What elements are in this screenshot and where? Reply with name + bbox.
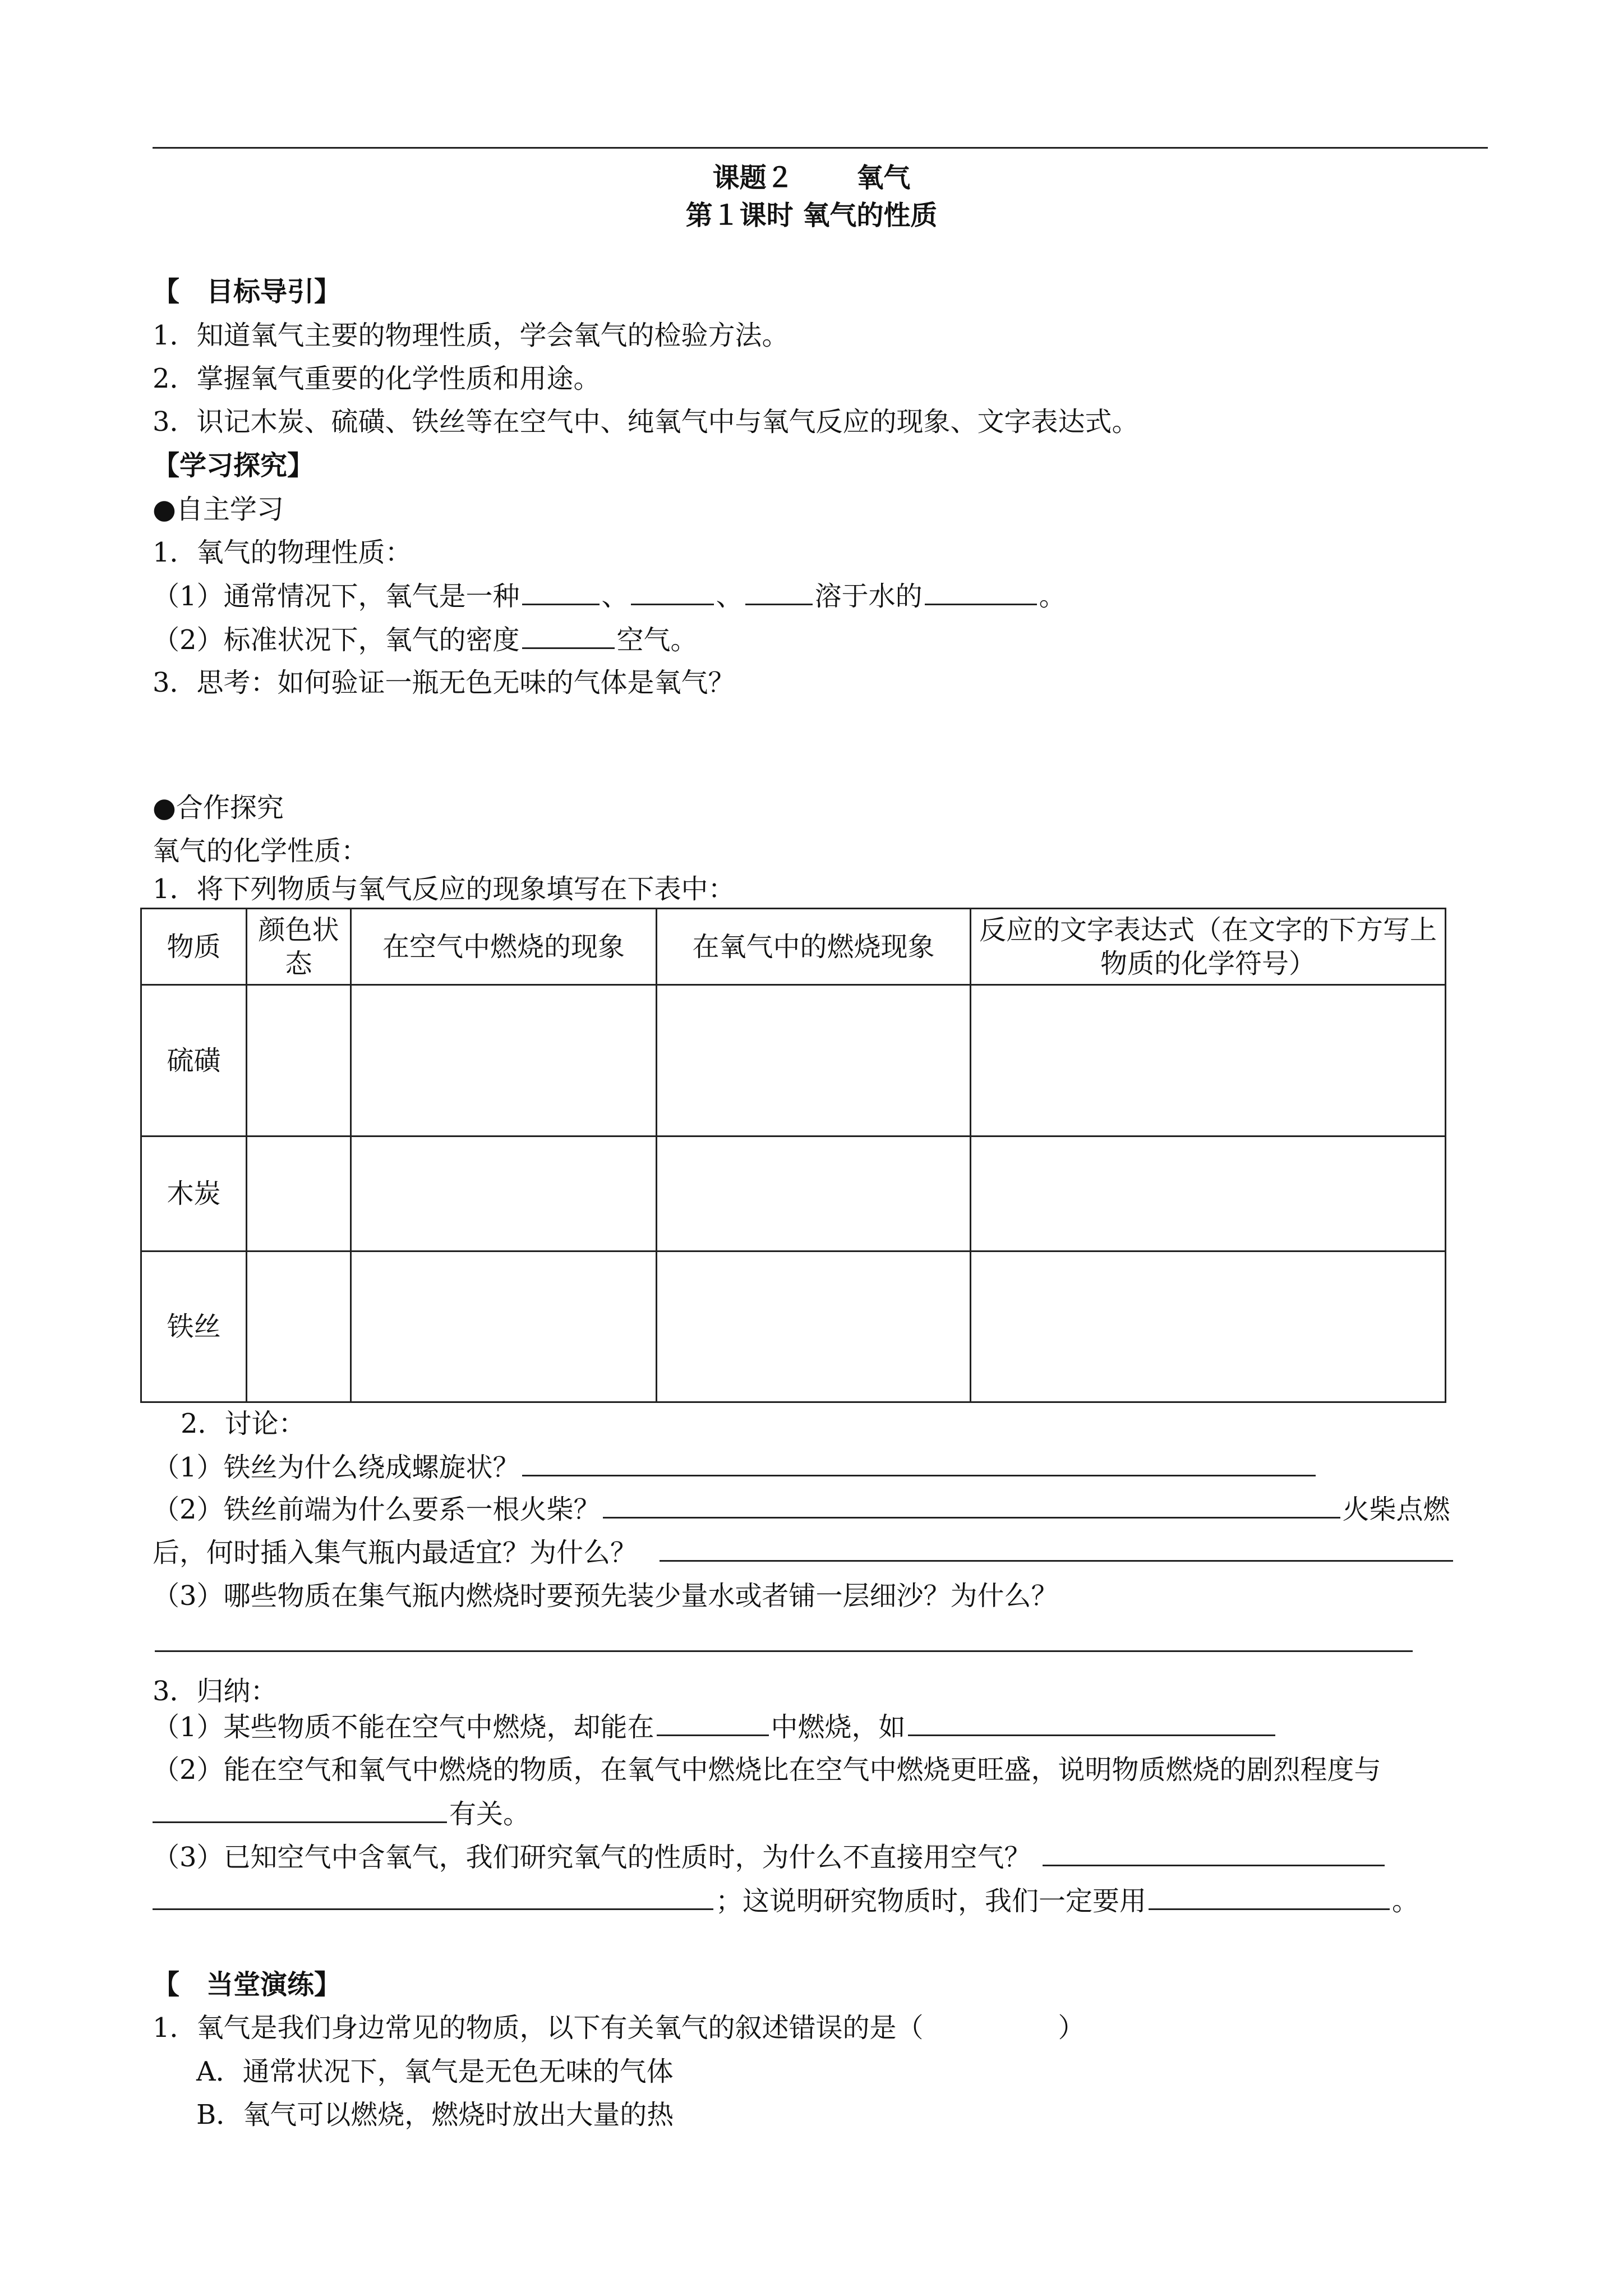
- question-1-1: [153, 579, 1066, 613]
- summary-3-text-b: ；这说明研究物质时，我们一定要用: [716, 1885, 1147, 1917]
- answer-blank[interactable]: [1043, 1840, 1385, 1866]
- table-cell[interactable]: [351, 985, 657, 1137]
- separator: 、: [601, 581, 629, 612]
- question-3-think: 3．思考：如何验证一瓶无色无味的气体是氧气？: [153, 667, 735, 698]
- discussion-2-text-c: 后，何时插入集气瓶内最适宜？为什么？: [153, 1537, 638, 1568]
- summary-1: [153, 1710, 1278, 1744]
- coop-heading: ●合作探究: [153, 792, 284, 823]
- discussion-1: [153, 1450, 1318, 1484]
- table-cell[interactable]: [971, 1251, 1446, 1402]
- table-cell[interactable]: [247, 985, 351, 1137]
- answer-blank[interactable]: [522, 1450, 1316, 1476]
- study-heading: 【学习探究】: [153, 450, 315, 481]
- answer-blank[interactable]: [153, 1797, 447, 1823]
- answer-blank[interactable]: [745, 579, 813, 605]
- question-1-2-text-b: 空气。: [616, 624, 698, 656]
- header-word-equation: 反应的文字表达式（在文字的下方写上物质的化学符号）: [971, 909, 1446, 985]
- discussion-1-text: （1）铁丝为什么绕成螺旋状？: [153, 1452, 520, 1483]
- table-cell[interactable]: [247, 1251, 351, 1402]
- goal-item-1: 1．知道氧气主要的物理性质，学会氧气的检验方法。: [153, 320, 789, 351]
- physical-properties-question: 1．氧气的物理性质：: [153, 537, 412, 568]
- answer-blank[interactable]: [522, 579, 600, 605]
- header-color-state: 颜色状态: [247, 909, 351, 985]
- practice-question-1: 1．氧气是我们身边常见的物质，以下有关氧气的叙述错误的是（ ）: [153, 2012, 1085, 2044]
- answer-blank[interactable]: [908, 1710, 1275, 1736]
- header-oxygen-phenomenon: 在氧气中的燃烧现象: [657, 909, 971, 985]
- goal-item-2: 2．掌握氧气重要的化学性质和用途。: [153, 363, 601, 394]
- table-cell[interactable]: [247, 1137, 351, 1251]
- self-study-heading: ●自主学习: [153, 494, 284, 525]
- answer-blank[interactable]: [631, 579, 714, 605]
- question-1-2-text: （2）标准状况下，氧气的密度: [153, 624, 520, 656]
- answer-blank[interactable]: [603, 1492, 1340, 1519]
- discussion-2-text-b: 火柴点燃: [1342, 1494, 1450, 1525]
- answer-blank[interactable]: [1149, 1884, 1390, 1910]
- answer-blank[interactable]: [657, 1710, 769, 1736]
- summary-3-text: （3）已知空气中含氧气，我们研究氧气的性质时，为什么不直接用空气？: [153, 1842, 1031, 1873]
- summary-3-cont: [153, 1884, 1419, 1918]
- goal-item-3: 3．识记木炭、硫磺、铁丝等在空气中、纯氧气中与氧气反应的现象、文字表达式。: [153, 406, 1139, 438]
- goals-heading: 【 目标导引】: [153, 276, 342, 307]
- answer-blank[interactable]: [660, 1535, 1453, 1562]
- top-rule: [153, 147, 1488, 149]
- summary-1-text: （1）某些物质不能在空气中燃烧，却能在: [153, 1711, 654, 1743]
- discussion-2-cont: [153, 1535, 1455, 1570]
- table-instruction: 1．将下列物质与氧气反应的现象填写在下表中：: [153, 873, 735, 905]
- question-1-1-text: （1）通常情况下，氧气是一种: [153, 581, 520, 612]
- table-cell[interactable]: [657, 1137, 971, 1251]
- summary-heading: 3．归纳：: [153, 1676, 278, 1707]
- page-title: 课题２ 氧气: [712, 162, 911, 194]
- reaction-table: [140, 908, 1446, 1403]
- discussion-heading: 2．讨论：: [181, 1408, 306, 1439]
- chemical-properties-heading: 氧气的化学性质：: [153, 835, 368, 867]
- answer-blank[interactable]: [153, 1884, 713, 1910]
- discussion-2-text: （2）铁丝前端为什么要系一根火柴？: [153, 1494, 601, 1525]
- summary-3: [153, 1840, 1387, 1874]
- table-cell[interactable]: [351, 1137, 657, 1251]
- table-row: [141, 1137, 1446, 1251]
- period: 。: [1392, 1885, 1419, 1917]
- question-1-1-text-b: 溶于水的: [814, 581, 923, 612]
- practice-heading: 【 当堂演练】: [153, 1969, 342, 2000]
- summary-1-text-b: 中燃烧，如: [771, 1711, 906, 1743]
- header-air-phenomenon: 在空气中燃烧的现象: [351, 909, 657, 985]
- table-cell[interactable]: [971, 1137, 1446, 1251]
- table-row: [141, 985, 1446, 1137]
- row-label-sulfur: 硫磺: [141, 985, 247, 1137]
- discussion-3: （3）哪些物质在集气瓶内燃烧时要预先装少量水或者铺一层细沙？为什么？: [153, 1580, 1058, 1612]
- period: 。: [1039, 581, 1066, 612]
- practice-option-b: B．氧气可以燃烧，燃烧时放出大量的热: [196, 2099, 674, 2131]
- answer-blank[interactable]: [925, 579, 1037, 605]
- table-cell[interactable]: [351, 1251, 657, 1402]
- table-row: [141, 1251, 1446, 1402]
- table-cell[interactable]: [657, 1251, 971, 1402]
- answer-line[interactable]: [155, 1650, 1413, 1652]
- table-cell[interactable]: [657, 985, 971, 1137]
- table-header-row: [141, 909, 1446, 985]
- summary-2-text-b: 有关。: [449, 1798, 531, 1830]
- separator: 、: [716, 581, 743, 612]
- row-label-iron-wire: 铁丝: [141, 1251, 247, 1402]
- row-label-charcoal: 木炭: [141, 1137, 247, 1251]
- summary-2-cont: [153, 1797, 530, 1831]
- question-1-2: [153, 623, 698, 657]
- table-cell[interactable]: [971, 985, 1446, 1137]
- answer-blank[interactable]: [522, 623, 615, 649]
- page-subtitle: 第１课时 氧气的性质: [685, 200, 938, 231]
- practice-option-a: A．通常状况下，氧气是无色无味的气体: [196, 2056, 674, 2087]
- discussion-2: [153, 1492, 1450, 1526]
- summary-2: （2）能在空气和氧气中燃烧的物质，在氧气中燃烧比在空气中燃烧更旺盛，说明物质燃烧的剧烈程度与: [153, 1754, 1381, 1786]
- header-substance: 物质: [141, 909, 247, 985]
